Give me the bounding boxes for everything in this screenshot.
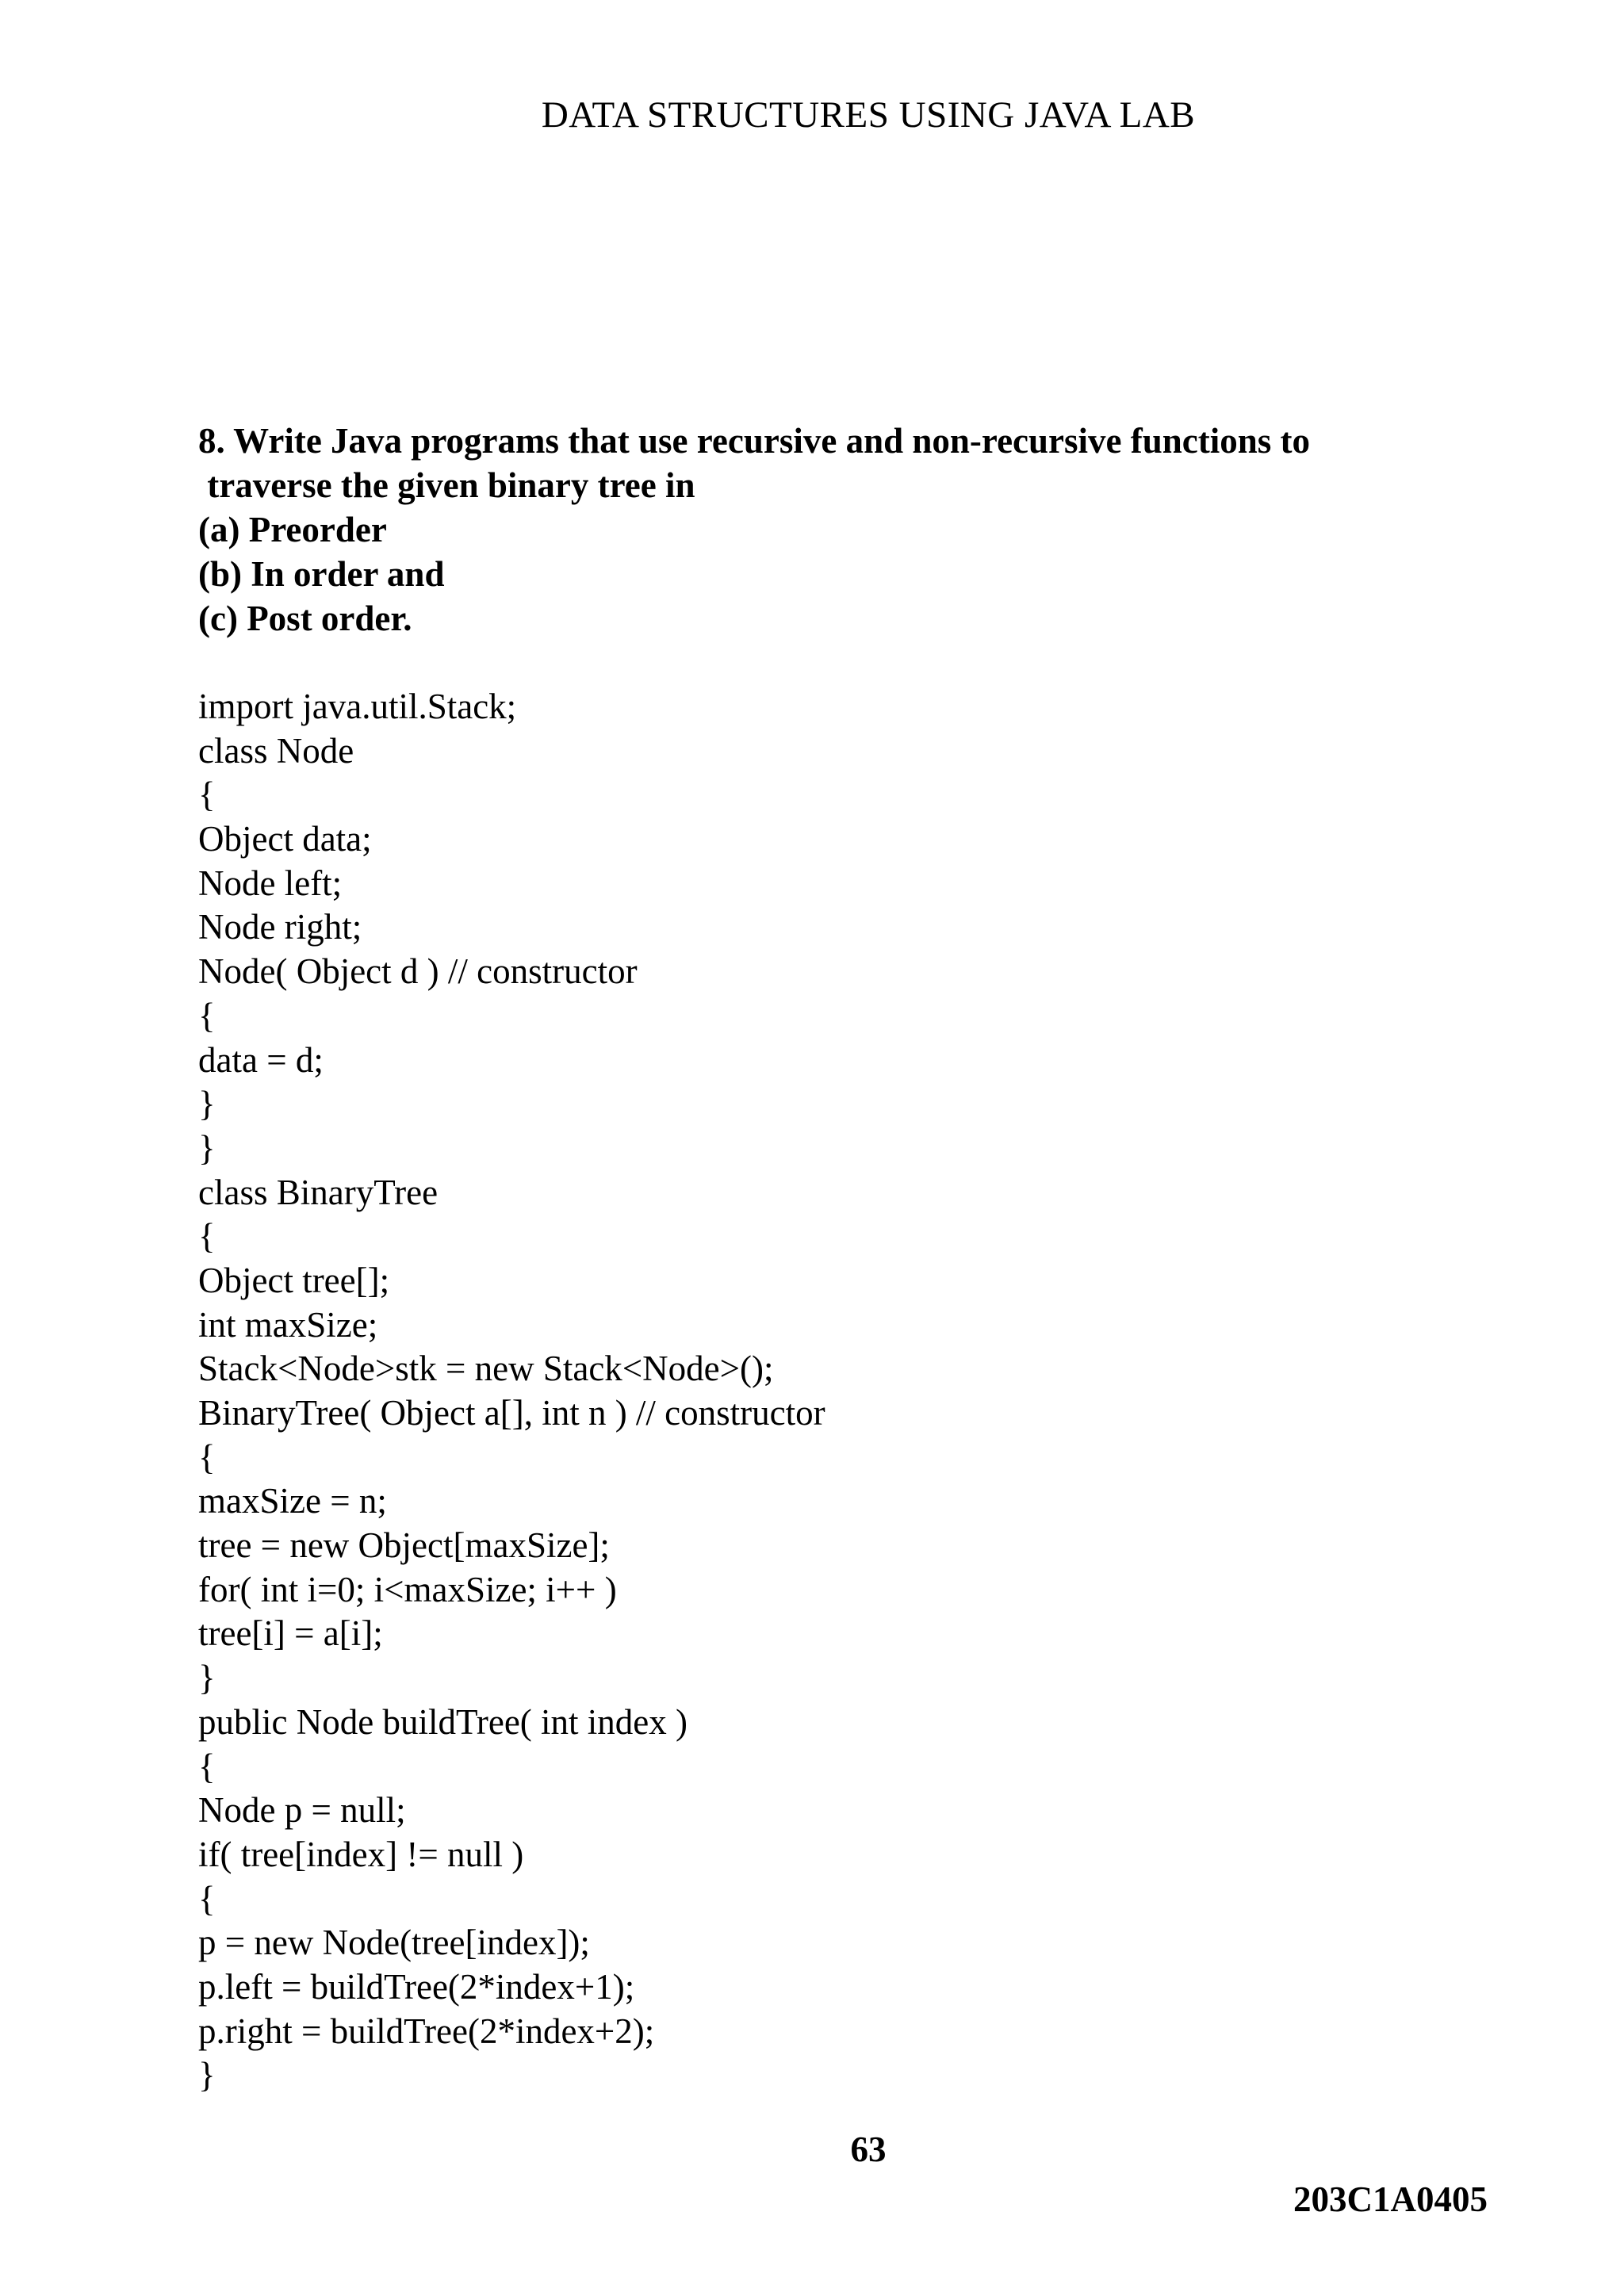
code-line: class Node [198, 730, 354, 771]
code-line: } [198, 2055, 216, 2095]
code-line: p = new Node(tree[index]); [198, 1923, 590, 1963]
code-line: Node left; [198, 863, 343, 903]
code-line: import java.util.Stack; [198, 687, 517, 726]
code-line: Node right; [198, 907, 362, 947]
code-line: Object data; [198, 819, 372, 859]
code-line: if( tree[index] != null ) [198, 1834, 524, 1874]
code-line: { [198, 1216, 216, 1257]
code-line: BinaryTree( Object a[], int n ) // constructor [198, 1393, 825, 1433]
code-line: } [198, 1658, 216, 1698]
code-line: tree = new Object[maxSize]; [198, 1525, 610, 1566]
roll-number: 203C1A0405 [1293, 2179, 1488, 2219]
code-line: Node( Object d ) // constructor [198, 951, 638, 992]
code-listing [198, 685, 1546, 2098]
page-header: DATA STRUCTURES USING JAVA LAB [541, 94, 1196, 136]
question-line: (c) Post order. [198, 599, 412, 638]
code-line: data = d; [198, 1039, 324, 1080]
code-line: public Node buildTree( int index ) [198, 1701, 688, 1742]
question-line: traverse the given binary tree in [198, 465, 695, 505]
code-line: class BinaryTree [198, 1172, 439, 1212]
question-line: (b) In order and [198, 554, 445, 594]
question-line: (a) Preorder [198, 510, 387, 549]
code-line: { [198, 995, 216, 1035]
code-line: Node p = null; [198, 1790, 406, 1831]
code-line: for( int i=0; i<maxSize; i++ ) [198, 1569, 617, 1609]
code-line: p.left = buildTree(2*index+1); [198, 1966, 635, 2007]
code-line: { [198, 1437, 216, 1477]
question-heading [198, 419, 1546, 641]
question-line: 8. Write Java programs that use recursive and non-recursive functions to [198, 421, 1311, 461]
code-line: { [198, 1878, 216, 1919]
code-line: Object tree[]; [198, 1260, 390, 1300]
code-line: } [198, 1084, 216, 1124]
code-line: tree[i] = a[i]; [198, 1613, 383, 1654]
code-line: p.right = buildTree(2*index+2); [198, 2011, 655, 2051]
code-line: } [198, 1127, 216, 1168]
code-line: Stack<Node>stk = new Stack<Node>(); [198, 1349, 774, 1389]
code-line: { [198, 775, 216, 815]
page-number: 63 [850, 2130, 887, 2169]
code-line: maxSize = n; [198, 1481, 387, 1521]
code-line: { [198, 1746, 216, 1786]
code-line: int maxSize; [198, 1304, 378, 1345]
